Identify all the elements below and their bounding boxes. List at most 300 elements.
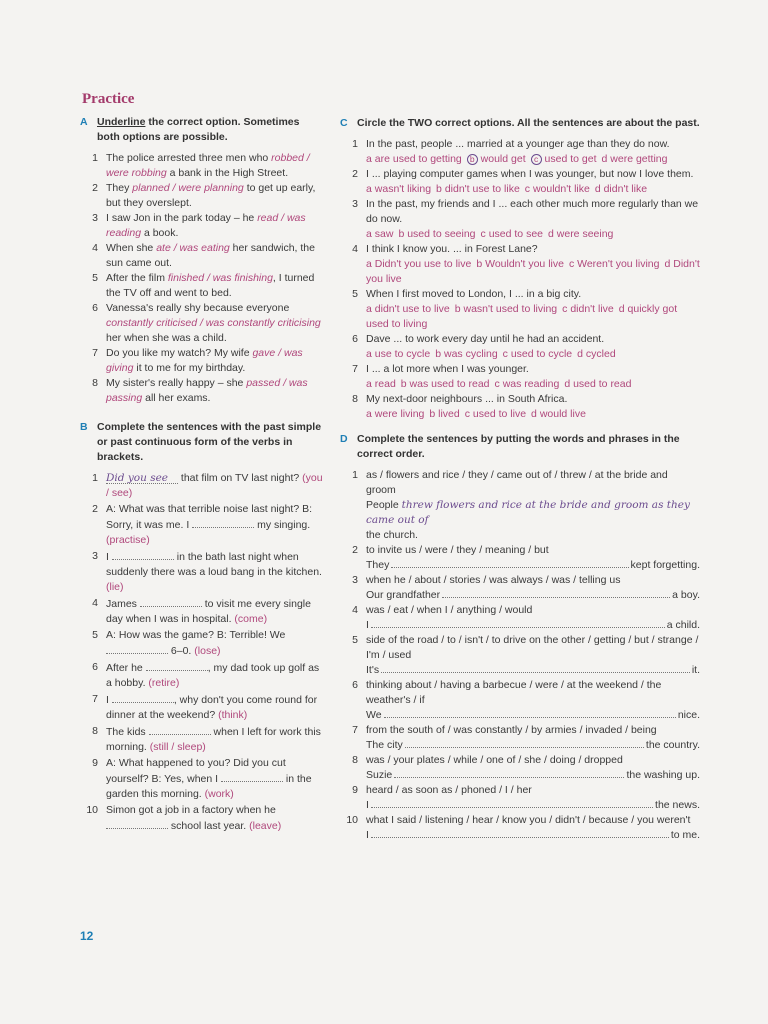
option-list bbox=[366, 407, 700, 422]
exercise-item bbox=[80, 549, 325, 595]
item-text bbox=[366, 633, 700, 678]
verb-hint: (lose) bbox=[194, 645, 221, 657]
item-number: 9 bbox=[352, 784, 358, 796]
option[interactable] bbox=[495, 378, 560, 390]
option-list bbox=[366, 182, 700, 197]
answer-blank[interactable] bbox=[106, 471, 178, 484]
option-text: use to cycle bbox=[374, 348, 431, 360]
option-text: was reading bbox=[502, 378, 560, 390]
exercise-item bbox=[80, 596, 325, 627]
item-number: 1 bbox=[352, 469, 358, 481]
option-text: wouldn't like bbox=[532, 183, 590, 195]
verb-hint: (think) bbox=[218, 709, 248, 721]
option[interactable] bbox=[366, 378, 396, 390]
section-letter: B bbox=[80, 421, 88, 433]
word-list: thinking about / having a barbecue / were / at the weekend / the weather's / if bbox=[366, 679, 662, 706]
option-letter: a bbox=[366, 378, 372, 390]
answer-blank[interactable] bbox=[405, 738, 644, 748]
option-text: were getting bbox=[610, 153, 668, 165]
option[interactable] bbox=[436, 183, 520, 195]
sentence-start: Suzie bbox=[366, 769, 393, 781]
item-text bbox=[366, 167, 700, 197]
answer-blank[interactable] bbox=[371, 618, 665, 628]
exercise-item bbox=[80, 502, 325, 548]
question-text: My next-door neighbours ... in South Africa. bbox=[366, 393, 568, 405]
word-list: from the south of / was constantly / by armies / invaded / being bbox=[366, 724, 657, 736]
word-list: as / flowers and rice / they / came out of / threw / at the bride and groom bbox=[366, 469, 668, 496]
exercise-item bbox=[340, 813, 700, 843]
sentence-end: a boy. bbox=[672, 589, 700, 601]
option-letter: a bbox=[366, 183, 372, 195]
option-letter: b bbox=[476, 258, 483, 270]
option-letter: c bbox=[524, 183, 531, 195]
item-text: Did you see that film on TV last night? (you / see) bbox=[106, 472, 323, 499]
exercise-item bbox=[80, 241, 325, 271]
option[interactable] bbox=[366, 258, 471, 270]
item-text: Do you like my watch? My wife gave / was giving it to me for my birthday. bbox=[106, 347, 303, 374]
option-letter: b bbox=[429, 408, 436, 420]
exercise-item bbox=[340, 543, 700, 573]
exercise-item bbox=[80, 376, 325, 406]
answer-line bbox=[366, 498, 700, 528]
item-text: The kids when I left for work this morning. (still / sleep) bbox=[106, 726, 321, 753]
item-number: 5 bbox=[352, 634, 358, 646]
section-d-header bbox=[340, 432, 700, 462]
option-pair[interactable]: robbed / were robbing bbox=[106, 152, 310, 179]
item-number: 10 bbox=[346, 814, 358, 826]
option-letter: a bbox=[366, 303, 372, 315]
item-number: 6 bbox=[92, 661, 98, 673]
option-text: cycled bbox=[585, 348, 616, 360]
option-letter: d bbox=[577, 348, 583, 360]
section-letter: D bbox=[340, 433, 348, 445]
word-list: when he / about / stories / was always / was / telling us bbox=[366, 574, 621, 586]
item-number: 3 bbox=[352, 574, 358, 586]
item-text: Vanessa's really shy because everyone constantly criticised / was constantly criticising her when she was a child. bbox=[106, 302, 321, 344]
option[interactable] bbox=[467, 153, 526, 165]
sentence-start: People bbox=[366, 499, 402, 511]
option[interactable] bbox=[465, 408, 526, 420]
item-text: When she ate / was eating her sandwich, the sun came out. bbox=[106, 242, 315, 269]
option[interactable] bbox=[562, 303, 614, 315]
option-list bbox=[366, 347, 700, 362]
item-text bbox=[366, 137, 700, 167]
sentence-start: Our grandfather bbox=[366, 589, 441, 601]
item-text: After the film finished / was finishing, I turned the TV off and went to bed. bbox=[106, 272, 315, 299]
item-text bbox=[366, 392, 700, 422]
option[interactable] bbox=[476, 258, 564, 270]
option-text: used to get bbox=[544, 153, 597, 165]
item-number: 1 bbox=[352, 138, 358, 150]
option[interactable] bbox=[398, 228, 475, 240]
answer-blank[interactable] bbox=[394, 768, 624, 778]
sentence-end: to me. bbox=[670, 829, 700, 841]
answer-line bbox=[366, 663, 700, 678]
section-d-items bbox=[340, 468, 700, 843]
exercise-item bbox=[340, 242, 700, 287]
verb-hint: (retire) bbox=[148, 677, 180, 689]
item-text bbox=[366, 573, 700, 603]
answer-line bbox=[366, 768, 700, 783]
option-text: was used to read bbox=[409, 378, 490, 390]
answer-blank[interactable] bbox=[371, 798, 653, 808]
section-a-header bbox=[80, 115, 325, 145]
item-text bbox=[366, 723, 700, 753]
option-text: used to see bbox=[488, 228, 543, 240]
answer-line bbox=[366, 708, 700, 723]
option-pair[interactable]: ate / was eating bbox=[156, 242, 230, 254]
exercise-item bbox=[80, 271, 325, 301]
answer-blank[interactable] bbox=[221, 771, 283, 782]
option[interactable] bbox=[503, 348, 572, 360]
item-text: After he , my dad took up golf as a hobby. (retire) bbox=[106, 662, 320, 689]
item-number: 5 bbox=[92, 272, 98, 284]
section-c-items bbox=[340, 137, 700, 422]
option-text: Didn't you use to live bbox=[374, 258, 472, 270]
item-text bbox=[366, 753, 700, 783]
option-text: were living bbox=[374, 408, 425, 420]
exercise-item bbox=[80, 724, 325, 755]
exercise-item bbox=[340, 603, 700, 633]
answer-line bbox=[366, 798, 700, 813]
sentence-start: It's bbox=[366, 664, 380, 676]
item-text bbox=[366, 197, 700, 242]
exercise-item bbox=[340, 468, 700, 543]
answer-blank[interactable] bbox=[140, 596, 202, 607]
item-text bbox=[366, 287, 700, 332]
section-a-items bbox=[80, 151, 325, 406]
option[interactable] bbox=[595, 183, 647, 195]
question-text: I think I know you. ... in Forest Lane? bbox=[366, 243, 538, 255]
sentence-end: kept forgetting. bbox=[630, 559, 700, 571]
exercise-item bbox=[80, 151, 325, 181]
verb-hint: (still / sleep) bbox=[149, 741, 206, 753]
item-number: 7 bbox=[92, 693, 98, 705]
option[interactable] bbox=[602, 153, 668, 165]
option-text: used to read bbox=[573, 378, 632, 390]
sentence-end: nice. bbox=[677, 709, 700, 721]
item-text: The police arrested three men who robbed / were robbing a bank in the High Street. bbox=[106, 152, 310, 179]
item-text bbox=[366, 783, 700, 813]
option-letter: c bbox=[494, 378, 500, 390]
verb-hint: (you / see) bbox=[106, 472, 323, 499]
option-letter: d bbox=[548, 228, 554, 240]
exercise-item bbox=[340, 723, 700, 753]
option[interactable] bbox=[366, 228, 393, 240]
option-letter: b bbox=[435, 348, 442, 360]
word-list: side of the road / to / isn't / to drive on the other / getting / but / strange / I'm / used bbox=[366, 634, 699, 661]
item-number: 4 bbox=[92, 597, 98, 609]
item-text bbox=[366, 468, 700, 543]
option-letter: a bbox=[366, 258, 372, 270]
item-number: 7 bbox=[352, 724, 358, 736]
answer-blank[interactable] bbox=[384, 708, 676, 718]
item-text: I saw Jon in the park today – he read / was reading a book. bbox=[106, 212, 306, 239]
option-letter: d bbox=[531, 408, 537, 420]
question-text: In the past, my friends and I ... each other much more regularly than we do now. bbox=[366, 198, 699, 225]
answer-blank[interactable] bbox=[106, 818, 168, 829]
item-number: 7 bbox=[92, 347, 98, 359]
exercise-item bbox=[80, 181, 325, 211]
option-text: wasn't used to living bbox=[463, 303, 558, 315]
sentence-start: I bbox=[366, 799, 369, 811]
section-b-header bbox=[80, 420, 325, 465]
answer-blank[interactable] bbox=[371, 828, 669, 838]
option-pair[interactable]: planned / were planning bbox=[132, 182, 244, 194]
sentence-end: it. bbox=[691, 664, 700, 676]
verb-hint: (practise) bbox=[106, 534, 150, 546]
option-letter: b bbox=[454, 303, 461, 315]
option[interactable] bbox=[366, 183, 431, 195]
word-list: was / your plates / while / one of / she / doing / dropped bbox=[366, 754, 623, 766]
exercise-item bbox=[80, 803, 325, 834]
item-number: 8 bbox=[352, 393, 358, 405]
option[interactable] bbox=[455, 303, 557, 315]
option[interactable] bbox=[366, 303, 450, 315]
option[interactable] bbox=[548, 228, 613, 240]
option-text: read bbox=[374, 378, 396, 390]
exercise-item bbox=[340, 633, 700, 678]
section-letter: C bbox=[340, 117, 348, 129]
option[interactable] bbox=[569, 258, 660, 270]
item-number: 6 bbox=[92, 302, 98, 314]
option-pair[interactable]: read / was reading bbox=[106, 212, 306, 239]
answer-blank[interactable] bbox=[442, 588, 670, 598]
exercise-item bbox=[80, 346, 325, 376]
option-letter: d bbox=[618, 303, 625, 315]
option-pair[interactable]: constantly criticised / was constantly criticising bbox=[106, 317, 321, 329]
section-b-items bbox=[80, 471, 325, 834]
section-letter: A bbox=[80, 116, 88, 128]
option-text: lived bbox=[438, 408, 460, 420]
item-number: 6 bbox=[352, 333, 358, 345]
option[interactable] bbox=[366, 348, 430, 360]
item-number: 3 bbox=[352, 198, 358, 210]
item-number: 5 bbox=[352, 288, 358, 300]
exercise-item bbox=[340, 137, 700, 167]
page-number: 12 bbox=[80, 929, 94, 943]
sentence-start: I bbox=[366, 829, 369, 841]
option-text: saw bbox=[374, 228, 394, 240]
exercise-item bbox=[340, 167, 700, 197]
exercise-item bbox=[80, 301, 325, 346]
answer-line bbox=[366, 588, 700, 603]
item-number: 6 bbox=[352, 679, 358, 691]
option[interactable] bbox=[366, 153, 462, 165]
option-letter: c bbox=[480, 228, 486, 240]
sentence-end: the washing up. bbox=[626, 769, 700, 781]
option[interactable] bbox=[401, 378, 490, 390]
option-letter: c bbox=[464, 408, 470, 420]
item-text bbox=[366, 362, 700, 392]
option-letter: a bbox=[366, 348, 372, 360]
item-number: 2 bbox=[352, 544, 358, 556]
item-number: 7 bbox=[352, 363, 358, 375]
option-pair[interactable]: finished / was finishing bbox=[167, 272, 273, 284]
item-number: 4 bbox=[92, 242, 98, 254]
item-text bbox=[366, 603, 700, 633]
sentence-end: the country. bbox=[645, 739, 700, 751]
option-text: would live bbox=[539, 408, 586, 420]
exercise-item bbox=[80, 756, 325, 802]
sentence-start: We bbox=[366, 709, 382, 721]
sentence-end: the church. bbox=[366, 529, 418, 541]
option-letter: c bbox=[562, 303, 568, 315]
question-text: Dave ... to work every day until he had an accident. bbox=[366, 333, 605, 345]
section-instruction: Complete the sentences by putting the words and phrases in the correct order. bbox=[357, 433, 680, 460]
handwritten-answer[interactable]: threw flowers and rice at the bride and groom as they came out of bbox=[366, 499, 690, 526]
item-text: A: What happened to you? Did you cut yourself? B: Yes, when I in the garden this morning. (work) bbox=[106, 757, 312, 800]
item-text: I , why don't you come round for dinner at the weekend? (think) bbox=[106, 694, 318, 721]
option-list bbox=[366, 302, 700, 332]
item-number: 3 bbox=[92, 212, 98, 224]
exercise-item bbox=[340, 392, 700, 422]
item-text: My sister's really happy – she passed / was passing all her exams. bbox=[106, 377, 308, 404]
answer-blank[interactable] bbox=[192, 517, 254, 528]
item-number: 4 bbox=[352, 243, 358, 255]
handwritten-answer: Did you see bbox=[106, 472, 169, 484]
answer-line bbox=[366, 738, 700, 753]
section-instruction: Underline the correct option. Sometimes both options are possible. bbox=[97, 116, 300, 143]
option-letter: d bbox=[564, 378, 571, 390]
option-letter: c bbox=[502, 348, 508, 360]
left-column bbox=[80, 115, 325, 835]
option-text: used to live bbox=[472, 408, 527, 420]
option-text: didn't like bbox=[603, 183, 648, 195]
option-letter: b bbox=[400, 378, 407, 390]
option-pair[interactable]: passed / was passing bbox=[106, 377, 308, 404]
circled-letter: c bbox=[531, 154, 542, 165]
option-text: Weren't you living bbox=[577, 258, 660, 270]
option-text: quickly got used to living bbox=[366, 303, 678, 330]
exercise-item bbox=[80, 628, 325, 659]
sentence-end: the news. bbox=[655, 799, 700, 811]
item-number: 8 bbox=[92, 377, 98, 389]
item-text: They planned / were planning to get up early, but they overslept. bbox=[106, 182, 316, 209]
question-text: When I first moved to London, I ... in a big city. bbox=[366, 288, 582, 300]
right-column bbox=[340, 116, 700, 843]
verb-hint: (work) bbox=[204, 788, 234, 800]
item-text: James to visit me every single day when I was in hospital. (come) bbox=[106, 598, 311, 625]
exercise-item bbox=[340, 573, 700, 603]
item-text: Simon got a job in a factory when he school last year. (leave) bbox=[106, 804, 282, 832]
item-number: 8 bbox=[92, 725, 98, 737]
option-text: didn't use to like bbox=[444, 183, 520, 195]
option-text: didn't live bbox=[570, 303, 614, 315]
item-number: 1 bbox=[92, 152, 98, 164]
exercise-item bbox=[340, 287, 700, 332]
answer-line bbox=[366, 618, 700, 633]
option[interactable] bbox=[481, 228, 543, 240]
item-number: 3 bbox=[92, 550, 98, 562]
exercise-item bbox=[340, 362, 700, 392]
option-letter: b bbox=[436, 183, 442, 195]
word-list: heard / as soon as / phoned / I / her bbox=[366, 784, 532, 796]
item-text: A: How was the game? B: Terrible! We 6–0. (lose) bbox=[106, 629, 286, 657]
verb-hint: (come) bbox=[234, 613, 268, 625]
option-text: were seeing bbox=[556, 228, 614, 240]
question-text: In the past, people ... married at a younger age than they do now. bbox=[366, 138, 670, 150]
exercise-item bbox=[80, 692, 325, 723]
answer-blank[interactable] bbox=[146, 660, 208, 671]
item-number: 2 bbox=[352, 168, 358, 180]
option-letter: b bbox=[398, 228, 405, 240]
word-list: what I said / listening / hear / know you / didn't / because / you weren't bbox=[366, 814, 691, 826]
section-instruction: Complete the sentences with the past simple or past continuous form of the verbs in brackets. bbox=[97, 421, 322, 463]
option[interactable] bbox=[531, 153, 597, 165]
item-text bbox=[366, 813, 700, 843]
sentence-start: I bbox=[366, 619, 369, 631]
answer-line bbox=[366, 558, 700, 573]
option-text: used to cycle bbox=[510, 348, 573, 360]
exercise-item bbox=[80, 211, 325, 241]
option-pair[interactable]: gave / was giving bbox=[106, 347, 303, 374]
page-title: Practice bbox=[82, 91, 135, 107]
exercise-item bbox=[340, 197, 700, 242]
option-list bbox=[366, 257, 700, 287]
question-text: I ... playing computer games when I was younger, but now I love them. bbox=[366, 168, 694, 180]
answer-blank[interactable] bbox=[149, 724, 211, 735]
answer-blank[interactable] bbox=[112, 549, 174, 560]
option-letter: d bbox=[594, 183, 601, 195]
option-text: are used to getting bbox=[374, 153, 462, 165]
sentence-end: a child. bbox=[666, 619, 700, 631]
answer-blank[interactable] bbox=[391, 558, 628, 568]
exercise-item bbox=[340, 332, 700, 362]
option[interactable] bbox=[564, 378, 631, 390]
item-number: 2 bbox=[92, 182, 98, 194]
item-number: 5 bbox=[92, 629, 98, 641]
item-number: 9 bbox=[92, 757, 98, 769]
option-text: didn't use to live bbox=[374, 303, 450, 315]
option-letter: d bbox=[601, 153, 608, 165]
option-letter: d bbox=[664, 258, 671, 270]
answer-blank[interactable] bbox=[106, 643, 168, 654]
option[interactable] bbox=[366, 408, 424, 420]
option[interactable] bbox=[525, 183, 590, 195]
item-number: 4 bbox=[352, 604, 358, 616]
item-text: I in the bath last night when suddenly there was a loud bang in the kitchen. (lie) bbox=[106, 551, 322, 593]
item-number: 1 bbox=[92, 472, 98, 484]
option[interactable] bbox=[531, 408, 586, 420]
option-text: Didn't you live bbox=[366, 258, 700, 285]
sentence-start: The city bbox=[366, 739, 403, 751]
option-text: used to seeing bbox=[407, 228, 476, 240]
option[interactable] bbox=[435, 348, 497, 360]
item-number: 10 bbox=[86, 804, 98, 816]
exercise-item bbox=[340, 678, 700, 723]
verb-hint: (lie) bbox=[106, 581, 124, 593]
option-letter: a bbox=[366, 408, 372, 420]
option[interactable] bbox=[429, 408, 459, 420]
answer-blank[interactable] bbox=[381, 663, 690, 673]
word-list: was / eat / when I / anything / would bbox=[366, 604, 533, 616]
option-text: Wouldn't you live bbox=[485, 258, 564, 270]
exercise-item bbox=[80, 660, 325, 691]
option-letter: a bbox=[366, 153, 372, 165]
section-instruction: Circle the TWO correct options. All the sentences are about the past. bbox=[357, 117, 700, 129]
section-c-header bbox=[340, 116, 700, 131]
option-letter: c bbox=[568, 258, 575, 270]
option-list bbox=[366, 227, 700, 242]
option-text: would get bbox=[480, 153, 526, 165]
option[interactable] bbox=[577, 348, 616, 360]
item-number: 8 bbox=[352, 754, 358, 766]
item-text bbox=[366, 332, 700, 362]
exercise-item bbox=[340, 783, 700, 813]
option-list bbox=[366, 152, 700, 167]
answer-blank[interactable] bbox=[112, 692, 174, 703]
